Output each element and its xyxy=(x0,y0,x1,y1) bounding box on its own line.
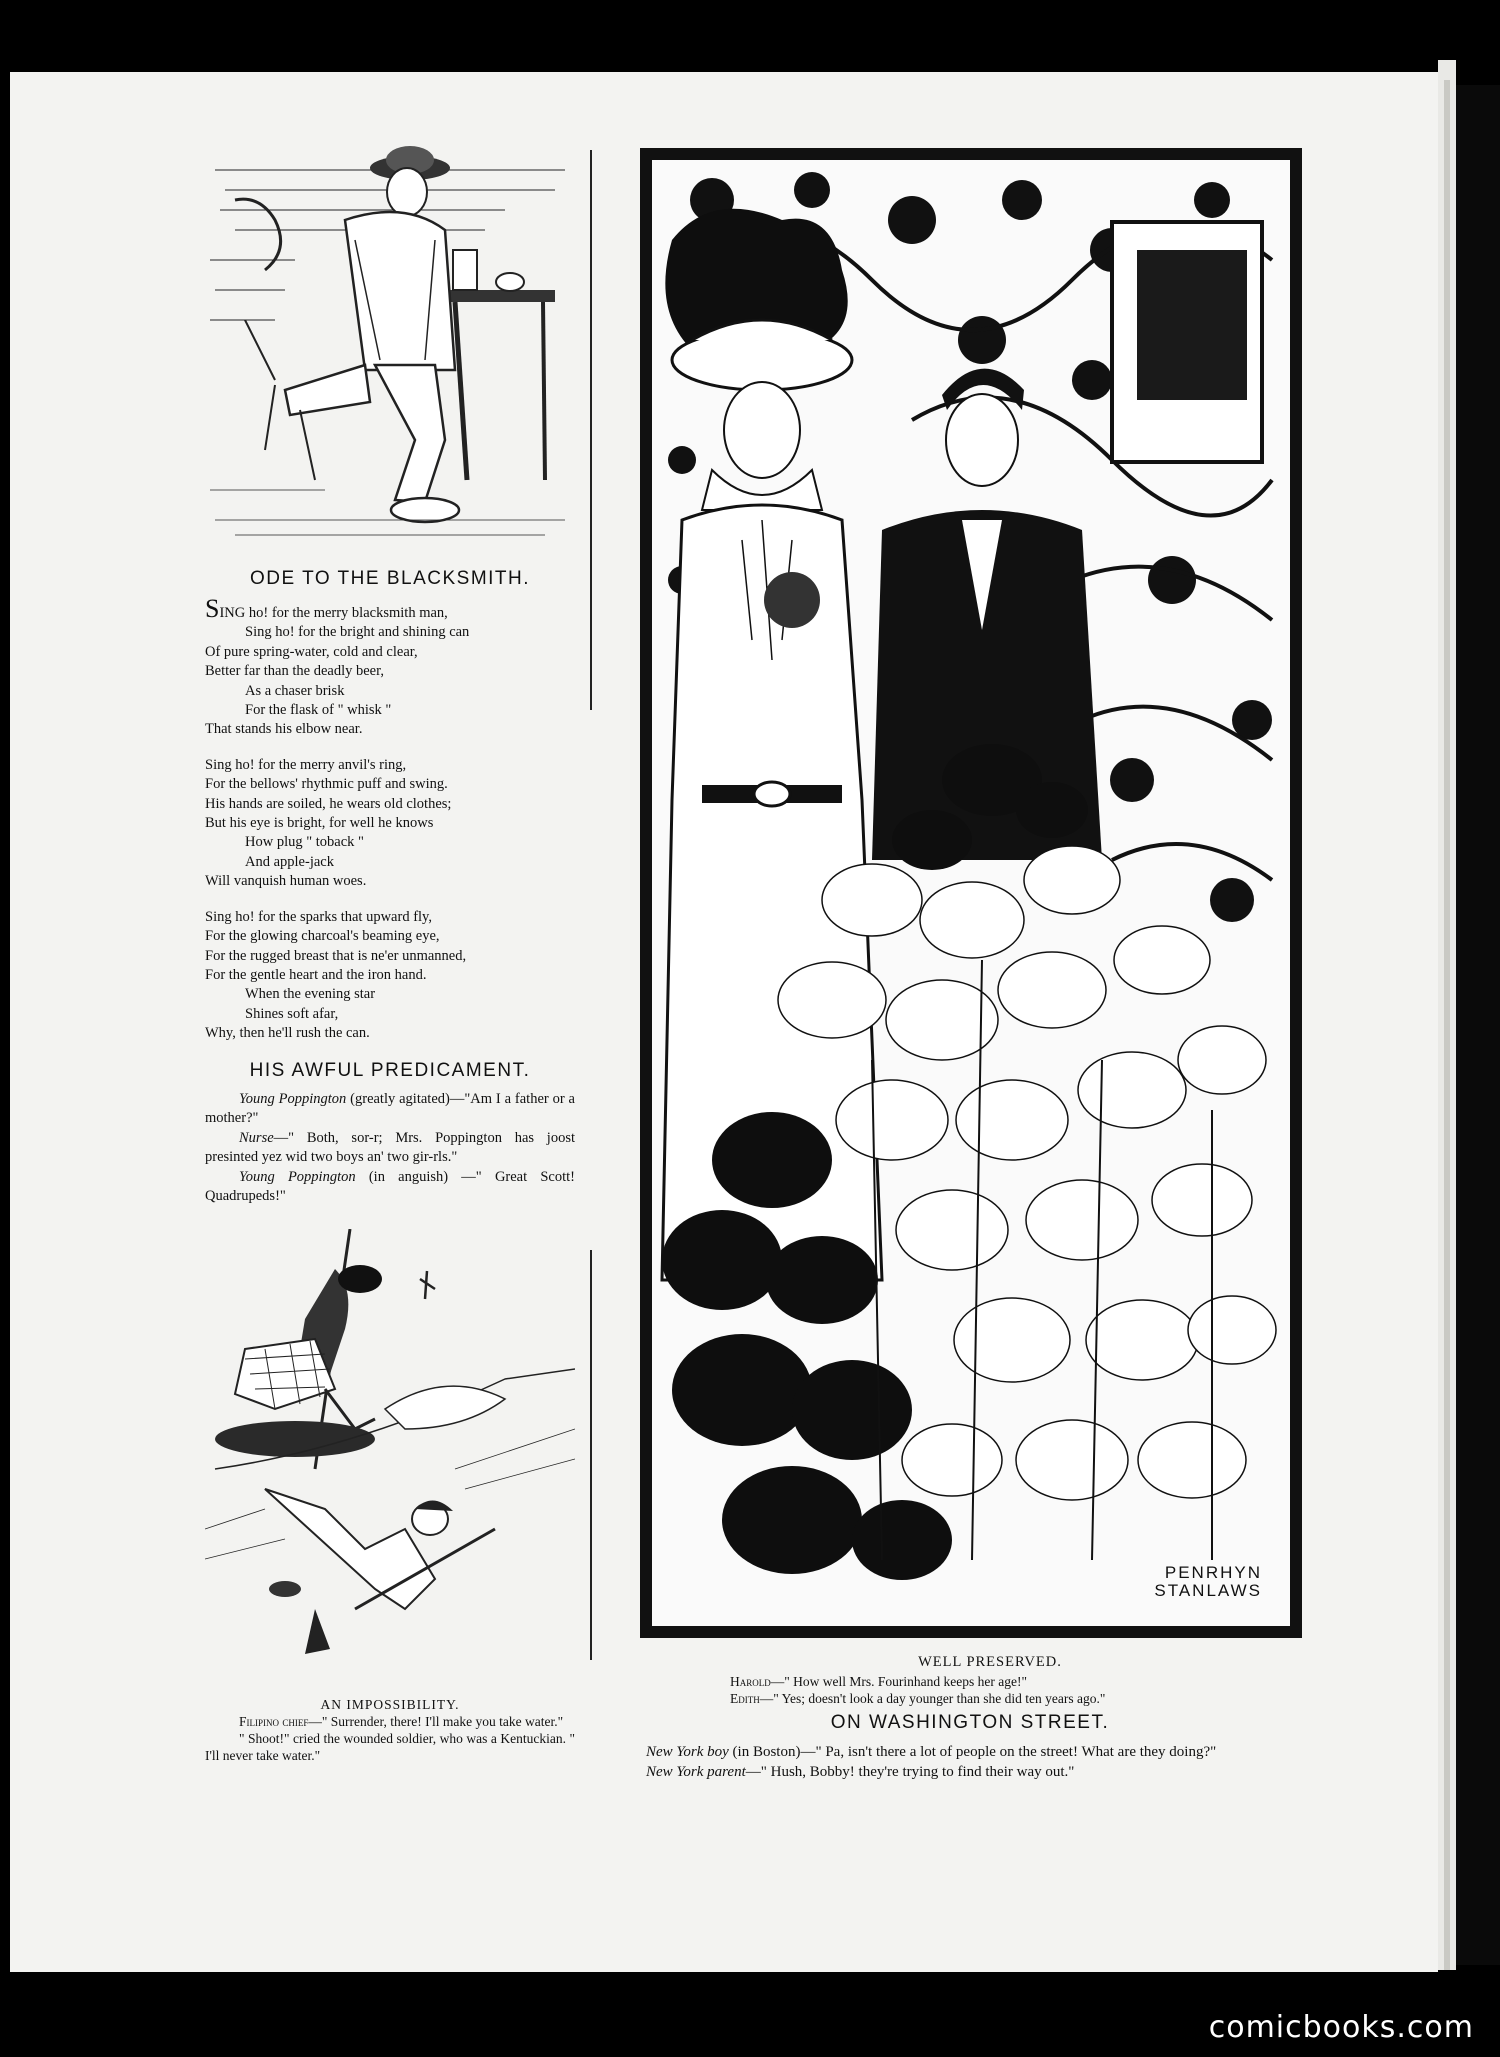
speaker-name: New York boy xyxy=(646,1744,729,1760)
speaker-name: Young Poppington xyxy=(239,1168,356,1185)
poem-line: Of pure spring-water, cold and clear, xyxy=(205,643,418,660)
poem-line: Sing ho! for the sparks that upward fly, xyxy=(205,908,432,925)
poem-line: For the rugged breast that is ne'er unmanned, xyxy=(205,947,467,964)
poem-line: And apple-jack xyxy=(245,853,334,870)
ode-poem xyxy=(205,594,575,1044)
dropcap-letter: S xyxy=(205,594,220,623)
speaker-name: New York parent xyxy=(646,1764,746,1780)
washington-title: ON WASHINGTON STREET. xyxy=(830,1712,1110,1733)
well-preserved-illustration xyxy=(640,148,1302,1638)
poem-line: Sing ho! for the bright and shining can xyxy=(245,624,470,641)
poem-line: For the glowing charcoal's beaming eye, xyxy=(205,928,440,945)
poem-line: When the evening star xyxy=(245,986,376,1003)
poem-line: Sing ho! for the merry anvil's ring, xyxy=(205,756,407,773)
poem-line: That stands his elbow near. xyxy=(205,721,363,738)
left-column xyxy=(205,140,575,1764)
poem-line: Will vanquish human woes. xyxy=(205,873,367,890)
poem-line: As a chaser brisk xyxy=(245,682,345,699)
speaker-name: Filipino chief xyxy=(239,1713,309,1729)
poem-line: For the flask of " whisk " xyxy=(245,702,392,719)
dialogue-text: —" How well Mrs. Fourinhand keeps her age!" xyxy=(770,1674,1027,1689)
poem-line: For the bellows' rhythmic puff and swing. xyxy=(205,776,448,793)
well-preserved-caption xyxy=(730,1654,1250,1707)
next-page xyxy=(1456,85,1500,1965)
poem-line: For the gentle heart and the iron hand. xyxy=(205,966,427,983)
dialogue-text: " Shoot!" cried the wounded soldier, who was a Kentuckian. " I'll never take water." xyxy=(205,1730,575,1763)
signature-line-2: STANLAWS xyxy=(1154,1581,1262,1600)
impossibility-caption xyxy=(205,1697,575,1764)
poem-line: His hands are soiled, he wears old clothes; xyxy=(205,795,452,812)
dialogue-text: (greatly agitated)—"Am I a father or a mother?" xyxy=(205,1090,575,1127)
signature-line-1: PENRHYN xyxy=(1164,1563,1262,1582)
next-page-edge xyxy=(1444,80,1450,1970)
column-rule-top xyxy=(590,150,592,710)
dialogue-text: —" Both, sor-r; Mrs. Poppington has joost presinted yez wid two boys an' two gir-rls." xyxy=(205,1129,575,1166)
speaker-name: Harold xyxy=(730,1674,771,1689)
dialogue-text: —" Surrender, there! I'll make you take water." xyxy=(308,1713,564,1729)
ode-stanza-3 xyxy=(205,908,575,1044)
speaker-name: Nurse xyxy=(239,1129,274,1146)
dialogue-text: —" Yes; doesn't look a day younger than she did ten years ago." xyxy=(759,1691,1106,1706)
dialogue-text: —" Hush, Bobby! they're trying to find their way out." xyxy=(745,1764,1075,1780)
poem-line: Better far than the deadly beer, xyxy=(205,663,384,680)
well-preserved-title: WELL PRESERVED. xyxy=(918,1654,1062,1670)
poem-line: ING ho! for the merry blacksmith man, xyxy=(219,605,448,621)
washington-street-article xyxy=(612,1712,1328,1782)
filipino-soldier-illustration xyxy=(205,1229,575,1689)
dialogue-text: (in anguish) —" Great Scott! Quadrupeds!" xyxy=(205,1168,575,1205)
ode-stanza-1 xyxy=(205,594,575,740)
dialogue-text: (in Boston)—" Pa, isn't there a lot of people on the street! What are they doing?" xyxy=(728,1744,1217,1760)
artist-signature xyxy=(1154,1564,1262,1600)
poem-line: Shines soft afar, xyxy=(245,1005,339,1022)
predicament-text xyxy=(205,1090,575,1207)
poem-line: Why, then he'll rush the can. xyxy=(205,1025,370,1042)
ode-title: ODE TO THE BLACKSMITH. xyxy=(249,568,531,589)
site-watermark: comicbooks.com xyxy=(1208,2010,1474,2045)
poem-line: How plug " toback " xyxy=(245,834,364,851)
column-rule-bottom xyxy=(590,1250,592,1660)
ode-stanza-2 xyxy=(205,756,575,892)
speaker-name: Edith xyxy=(730,1691,760,1706)
poem-line: But his eye is bright, for well he knows xyxy=(205,815,434,832)
speaker-name: Young Poppington xyxy=(239,1090,347,1107)
predicament-title: HIS AWFUL PREDICAMENT. xyxy=(249,1059,531,1081)
blacksmith-illustration xyxy=(205,140,575,550)
impossibility-title: AN IMPOSSIBILITY. xyxy=(320,1696,460,1712)
